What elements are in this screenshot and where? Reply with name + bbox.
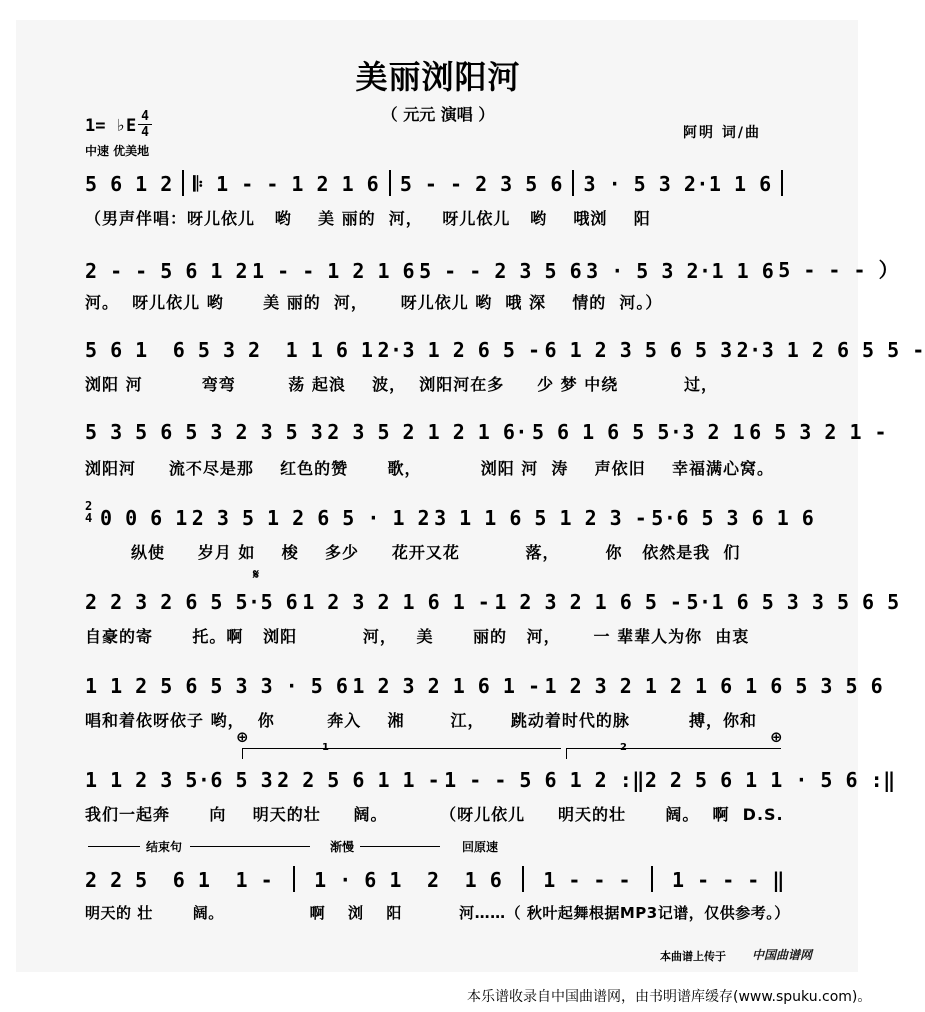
- volta-number: 1: [322, 742, 329, 753]
- notation-row: [85, 588, 900, 614]
- divider: [88, 846, 140, 847]
- measure: 2 2 3 2 6 5 5·5 6: [85, 590, 299, 614]
- notation-row: [100, 504, 815, 530]
- measure: 2 2 5 6 1 1 · 5 6 :‖: [644, 768, 896, 792]
- measure: 5 6 1 6 5 5·3 2 1: [531, 420, 746, 444]
- tempo-marking: 中速 优美地: [85, 144, 150, 158]
- measure: 1 - - -: [543, 868, 632, 892]
- measure: 1 2 3 2 1 6 1 -: [302, 590, 491, 614]
- divider: [360, 846, 440, 847]
- measure: 6 1 2 3 5 6 5 3: [544, 338, 733, 362]
- volta-number: 2: [620, 742, 627, 753]
- measure: 5·6 5 3 6 1 6: [651, 506, 815, 530]
- measure: 5 3 5 6 5 3 2 3 5 3: [85, 420, 324, 444]
- measure: 1 - - 1 2 1 6: [252, 259, 416, 283]
- time-signature-bottom: 4: [141, 125, 149, 140]
- notation-row: [85, 254, 900, 283]
- lyrics-row: 纵使 岁月 如 梭 多少 花开又花 落， 你 依然是我 们: [85, 543, 741, 562]
- volta-bracket-2: [566, 748, 781, 759]
- measure: 1 - - 5 6 1 2 :‖: [444, 768, 645, 792]
- key-signature: 1= ♭E: [85, 116, 137, 136]
- measure: 2 - - 5 6 1 2: [85, 259, 249, 283]
- volta-bracket-1: [242, 748, 561, 759]
- measure: 2 2 5 6 1 1 -: [277, 768, 441, 792]
- measure: 5 - - 2 3 5 6: [399, 172, 563, 196]
- measure: 5 6 1 6 5 3 2 1 1 6 1: [85, 338, 374, 362]
- coda-icon: ⊕: [236, 728, 249, 746]
- lyrics-row: 浏阳 河 弯弯 荡 起浪 波， 浏阳河在多 少 梦 中绕 过，: [85, 375, 718, 394]
- lyrics-row: （男声伴唱：呀儿依儿 哟 美 丽的 河， 呀儿依儿 哟 哦浏 阳: [85, 209, 651, 228]
- divider: [190, 846, 310, 847]
- measure: 2 3 5 2 1 2 1 6·: [327, 420, 528, 444]
- site-logo[interactable]: 中国曲谱网: [752, 948, 813, 962]
- lyrics-row: 唱和着依呀依子 哟， 你 奔入 湘 江， 跳动着时代的脉 搏，你和: [85, 711, 757, 730]
- lyrics-row: 自豪的寄 托。啊 浏阳 河， 美 丽的 河， 一 辈辈人为你 由衷: [85, 627, 750, 646]
- measure: 3 · 5 3 2·1 1 6: [583, 172, 772, 196]
- measure: 5·1 6 5 3 3 5 6 5: [686, 590, 900, 614]
- measure: 2·3 1 2 6 5 -: [377, 338, 541, 362]
- original-tempo-marker: 回原速: [462, 840, 499, 854]
- measure: 1 1 2 5 6 5 3 3 · 5 6: [85, 674, 349, 698]
- measure: 1 2 3 2 1 6 1 -: [352, 674, 541, 698]
- performer-line: （ 元元 演唱 ）: [381, 105, 495, 124]
- time-signature: [138, 110, 152, 139]
- notation-row: [85, 866, 785, 892]
- time-change-2-4: 2 4: [85, 499, 93, 525]
- measure: 1 1 2 3 5·6 5 3: [85, 768, 274, 792]
- notation-row: [85, 170, 785, 196]
- score-sheet: [16, 20, 858, 972]
- ending-phrase-marker: 结束句: [146, 840, 183, 854]
- measure: 1 - - - ‖: [672, 868, 785, 892]
- segno-icon: 𝄋: [253, 567, 260, 583]
- measure: 2 2 5 6 1 1 -: [85, 868, 274, 892]
- source-note: 本乐谱收录自中国曲谱网，由书明谱库缓存(www.spuku.com)。: [467, 989, 872, 1005]
- measure: 5 6 1 2: [85, 172, 173, 196]
- lyrics-row: 河。 呀儿依儿 哟 美 丽的 河， 呀儿依儿 哟 哦 深 情的 河。）: [85, 293, 663, 312]
- measure: 2·3 1 2 6 5 5 -: [736, 338, 925, 362]
- measure: 𝄆 1 - - 1 2 1 6: [193, 172, 380, 196]
- coda-icon: ⊕: [770, 728, 783, 746]
- slowing-marker: 渐慢: [330, 840, 355, 854]
- measure: 0 0 6 1: [100, 506, 188, 530]
- notation-row: [85, 336, 925, 362]
- notation-row: [85, 672, 884, 698]
- time-signature-top: 4: [141, 109, 149, 124]
- measure: 3 1 1 6 5 1 2 3 -: [434, 506, 648, 530]
- notation-row: [85, 418, 888, 444]
- measure: 1 · 6 1 2 1 6: [314, 868, 503, 892]
- measure: 5 - - - ）: [778, 258, 900, 282]
- measure: 3 · 5 3 2·1 1 6: [586, 259, 775, 283]
- measure: 1 2 3 2 1 2 1 6 1 6 5 3 5 6: [544, 674, 884, 698]
- song-title: 美丽浏阳河: [355, 58, 521, 96]
- lyrics-row: 明天的 壮 阔。 啊 浏 阳 河……（ 秋叶起舞根据MP3记谱，仅供参考。）: [85, 904, 790, 922]
- lyrics-row: 我们一起奔 向 明天的壮 阔。 （呀儿依儿 明天的壮 阔。 啊 D.S.: [85, 805, 784, 824]
- notation-row: [85, 766, 896, 792]
- measure: 1 2 3 2 1 6 5 -: [494, 590, 683, 614]
- lyrics-row: 浏阳河 流不尽是那 红色的赞 歌， 浏阳 河 涛 声依旧 幸福满心窝。: [85, 459, 774, 478]
- measure: 2 3 5 1 2 6 5 · 1 2: [191, 506, 431, 530]
- upload-note: 本曲谱上传于: [660, 950, 726, 963]
- measure: 5 - - 2 3 5 6: [419, 259, 583, 283]
- measure: 6 5 3 2 1 -: [749, 420, 888, 444]
- composer-credit: 阿明 词/曲: [683, 125, 761, 141]
